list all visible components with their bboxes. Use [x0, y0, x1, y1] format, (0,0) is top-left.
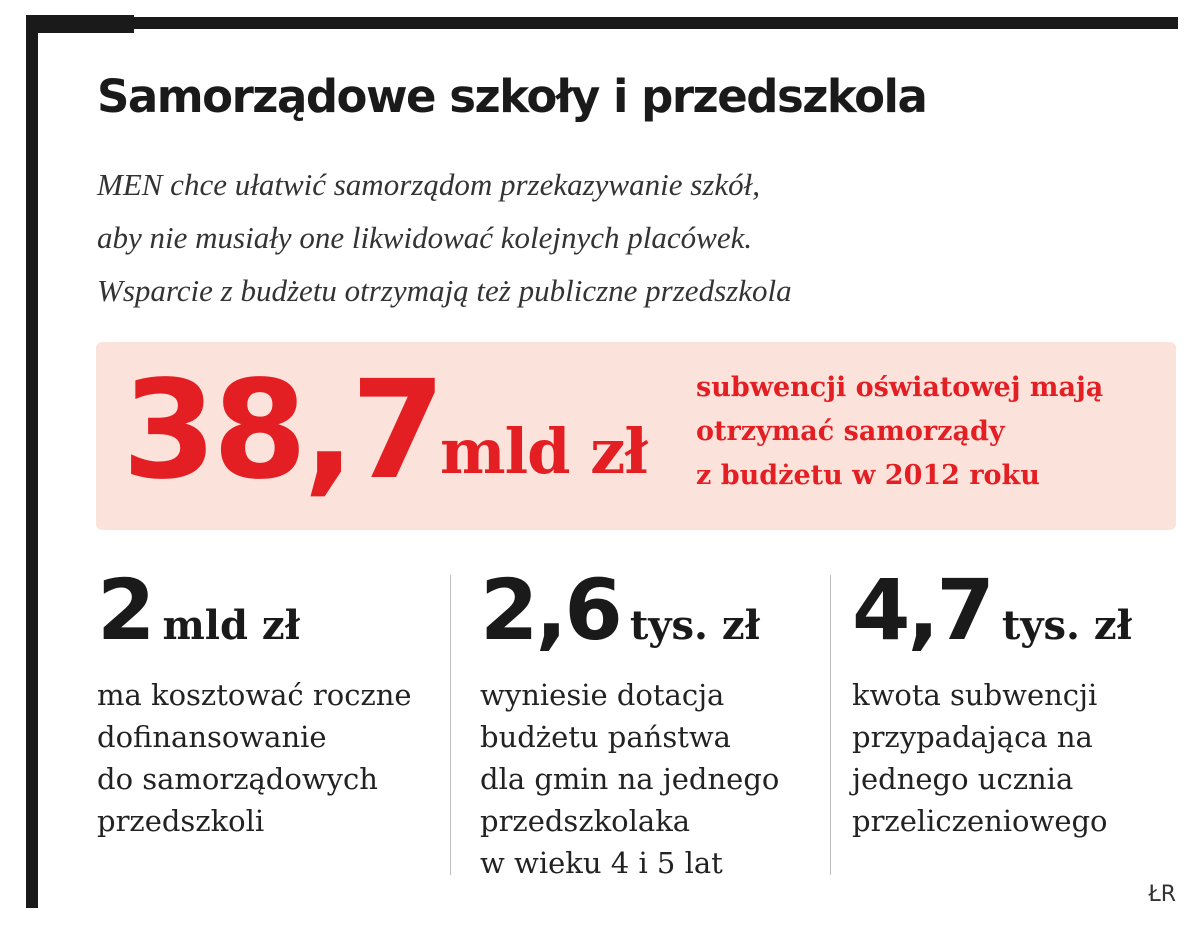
frame-left-bar	[26, 15, 38, 908]
stat-unit: tys. zł	[1001, 602, 1133, 649]
highlight-description	[696, 366, 1103, 498]
stat-description	[97, 674, 447, 842]
stat-desc-line: dla gmin na jednego	[480, 762, 780, 796]
stat-preschooler-grant	[480, 560, 825, 884]
lead-text	[97, 158, 792, 317]
stat-value: 4,7	[852, 561, 992, 659]
highlight-desc-line: z budżetu w 2012 roku	[696, 460, 1040, 491]
stat-desc-line: przedszkolaka	[480, 804, 691, 838]
stat-desc-line: przypadająca na	[852, 720, 1093, 754]
stat-description	[852, 674, 1172, 842]
stat-unit: mld zł	[162, 602, 300, 649]
stat-desc-line: w wieku 4 i 5 lat	[480, 846, 723, 880]
page-title: Samorządowe szkoły i przedszkola	[97, 70, 927, 123]
stat-value: 2	[97, 561, 153, 659]
highlight-unit: mld zł	[440, 415, 648, 488]
stat-desc-line: budżetu państwa	[480, 720, 731, 754]
highlight-value: 38,7	[122, 352, 442, 510]
stat-desc-line: dofinansowanie	[97, 720, 327, 754]
stat-head	[480, 560, 825, 660]
column-divider	[450, 575, 451, 875]
stat-unit: tys. zł	[629, 602, 761, 649]
lead-line: aby nie musiały one likwidować kolejnych placówek.	[97, 220, 753, 255]
highlight-desc-line: subwencji oświatowej mają	[696, 372, 1104, 403]
author-credit: ŁR	[1148, 882, 1176, 907]
frame-top-bar	[26, 17, 1178, 29]
highlight-desc-line: otrzymać samorządy	[696, 416, 1005, 447]
stat-preschool-funding	[97, 560, 447, 842]
stat-desc-line: kwota subwencji	[852, 678, 1098, 712]
stat-desc-line: przeliczeniowego	[852, 804, 1108, 838]
stat-value: 2,6	[480, 561, 620, 659]
lead-line: MEN chce ułatwić samorządom przekazywanie szkół,	[97, 167, 760, 202]
stat-head	[852, 560, 1172, 660]
stat-description	[480, 674, 825, 884]
stat-per-student-subsidy	[852, 560, 1172, 842]
frame-corner	[26, 15, 134, 33]
lead-line: Wsparcie z budżetu otrzymają też publiczne przedszkola	[97, 273, 792, 308]
stat-desc-line: do samorządowych	[97, 762, 378, 796]
column-divider	[830, 575, 831, 875]
stat-desc-line: jednego ucznia	[852, 762, 1074, 796]
stat-desc-line: wyniesie dotacja	[480, 678, 725, 712]
stat-desc-line: przedszkoli	[97, 804, 265, 838]
stat-desc-line: ma kosztować roczne	[97, 678, 412, 712]
stat-head	[97, 560, 447, 660]
